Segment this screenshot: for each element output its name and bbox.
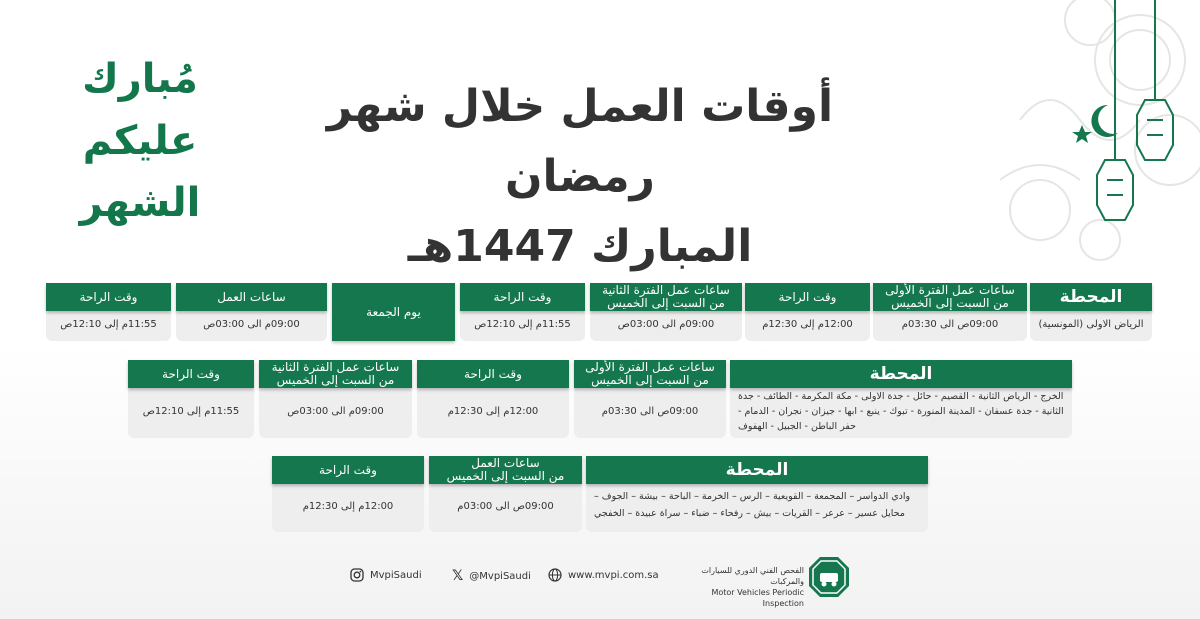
website-url: www.mvpi.com.sa — [568, 569, 659, 581]
t1-shift1-cell: 09:00ص الى 03:30م — [873, 309, 1027, 341]
t2-shift2-header-a: ساعات عمل الفترة الثانية — [271, 360, 400, 374]
x-link[interactable] — [452, 568, 531, 584]
t3-stations-line1: وادي الدواسر – المجمعة – القويعية – الرس – الخرمة – الباحة – بيشة – الجوف – — [594, 491, 911, 502]
t2-shift1-header — [574, 360, 726, 388]
t1-station-cell: الرياض الاولى (المونسية) — [1030, 309, 1152, 341]
t3-hours-header — [429, 456, 582, 484]
t1-shift1-header-b: من السبت إلى الخميس — [891, 296, 1009, 310]
t1-shift2-cell: 09:00م الى 03:00ص — [590, 309, 742, 341]
t2-break1-cell: 12:00م إلى 12:30م — [417, 386, 569, 438]
t1-friday-hours-header: ساعات العمل — [176, 283, 327, 311]
mvpi-logo — [808, 556, 850, 598]
instagram-handle: MvpiSaudi — [370, 569, 422, 581]
t2-station-header: المحطة — [730, 360, 1072, 388]
t1-station-header: المحطة — [1030, 283, 1152, 311]
t2-stations-line1: الخرج - الرياض الثانية - القصيم - حائل - جدة الاولى - مكة المكرمة - الطائف - جدة — [738, 391, 1064, 402]
greeting-line3: الشهر — [79, 180, 201, 226]
t1-friday-break-cell: 11:55م إلى 12:10ص — [46, 309, 171, 341]
x-logo-icon: 𝕏 — [452, 568, 464, 584]
t3-hours-header-b: من السبت إلى الخميس — [446, 469, 565, 483]
t3-break-header: وقت الراحة — [272, 456, 424, 484]
t1-break2-header: وقت الراحة — [460, 283, 585, 311]
ramadan-greeting — [40, 48, 240, 234]
globe-icon — [548, 568, 562, 582]
t2-break2-cell: 11:55م إلى 12:10ص — [128, 386, 254, 438]
t2-break1-header: وقت الراحة — [417, 360, 569, 388]
title-line2: المبارك 1447هـ — [407, 221, 753, 272]
org-name-ar: الفحص الفني الدوري للسيارات والمركبات — [701, 566, 804, 586]
t2-station-cell — [730, 386, 1072, 438]
t2-shift2-cell: 09:00م الى 03:00ص — [259, 386, 412, 438]
page-title — [260, 72, 900, 282]
t1-shift2-header-a: ساعات عمل الفترة الثانية — [602, 283, 730, 297]
t2-shift1-header-a: ساعات عمل الفترة الأولى — [585, 360, 715, 374]
org-name — [668, 565, 804, 609]
t2-shift1-header-b: من السبت إلى الخميس — [591, 373, 709, 387]
t1-break2-cell: 11:55م إلى 12:10ص — [460, 309, 585, 341]
t2-shift1-cell: 09:00ص الى 03:30م — [574, 386, 726, 438]
t2-stations-line3: حفر الباطن - الجبيل - الهفوف — [738, 421, 857, 432]
t3-hours-header-a: ساعات العمل — [471, 456, 540, 470]
t2-shift2-header-b: من السبت إلى الخميس — [276, 373, 395, 387]
t1-friday-hours-cell: 09:00م الى 03:00ص — [176, 309, 327, 341]
t3-station-cell — [586, 482, 928, 532]
title-line1: أوقات العمل خلال شهر رمضان — [326, 81, 834, 202]
t3-break-cell: 12:00م إلى 12:30م — [272, 482, 424, 532]
t3-stations-line2: محايل عسير – عرعر – القريات – بيش – رفحاء – ضباء – سراة عبيدة – الخفجي — [594, 508, 905, 519]
t3-station-header: المحطة — [586, 456, 928, 484]
t1-shift1-header-a: ساعات عمل الفترة الأولى — [885, 283, 1015, 297]
t1-shift2-header — [590, 283, 742, 311]
t2-shift2-header — [259, 360, 412, 388]
website-link[interactable] — [548, 568, 659, 582]
greeting-line1: مُبارك — [82, 56, 198, 102]
lanterns-decoration — [1060, 0, 1200, 230]
org-name-en: Motor Vehicles Periodic Inspection — [711, 588, 804, 608]
greeting-line2: عليكم — [82, 118, 198, 164]
instagram-icon — [350, 568, 364, 582]
t1-friday-break-header: وقت الراحة — [46, 283, 171, 311]
instagram-link[interactable] — [350, 568, 422, 582]
t2-break2-header: وقت الراحة — [128, 360, 254, 388]
t1-shift1-header — [873, 283, 1027, 311]
t1-break1-cell: 12:00م إلى 12:30م — [745, 309, 870, 341]
t2-stations-line2: الثانية - جدة عسفان - المدينة المنورة - تبوك - ينبع - ابها - جيزان - نجران - الدمام - — [738, 406, 1064, 417]
x-handle: @MvpiSaudi — [469, 570, 531, 582]
t1-break1-header: وقت الراحة — [745, 283, 870, 311]
t1-shift2-header-b: من السبت إلى الخميس — [607, 296, 725, 310]
t1-friday-label: يوم الجمعة — [332, 283, 455, 341]
t3-hours-cell: 09:00ص الى 03:00م — [429, 482, 582, 532]
